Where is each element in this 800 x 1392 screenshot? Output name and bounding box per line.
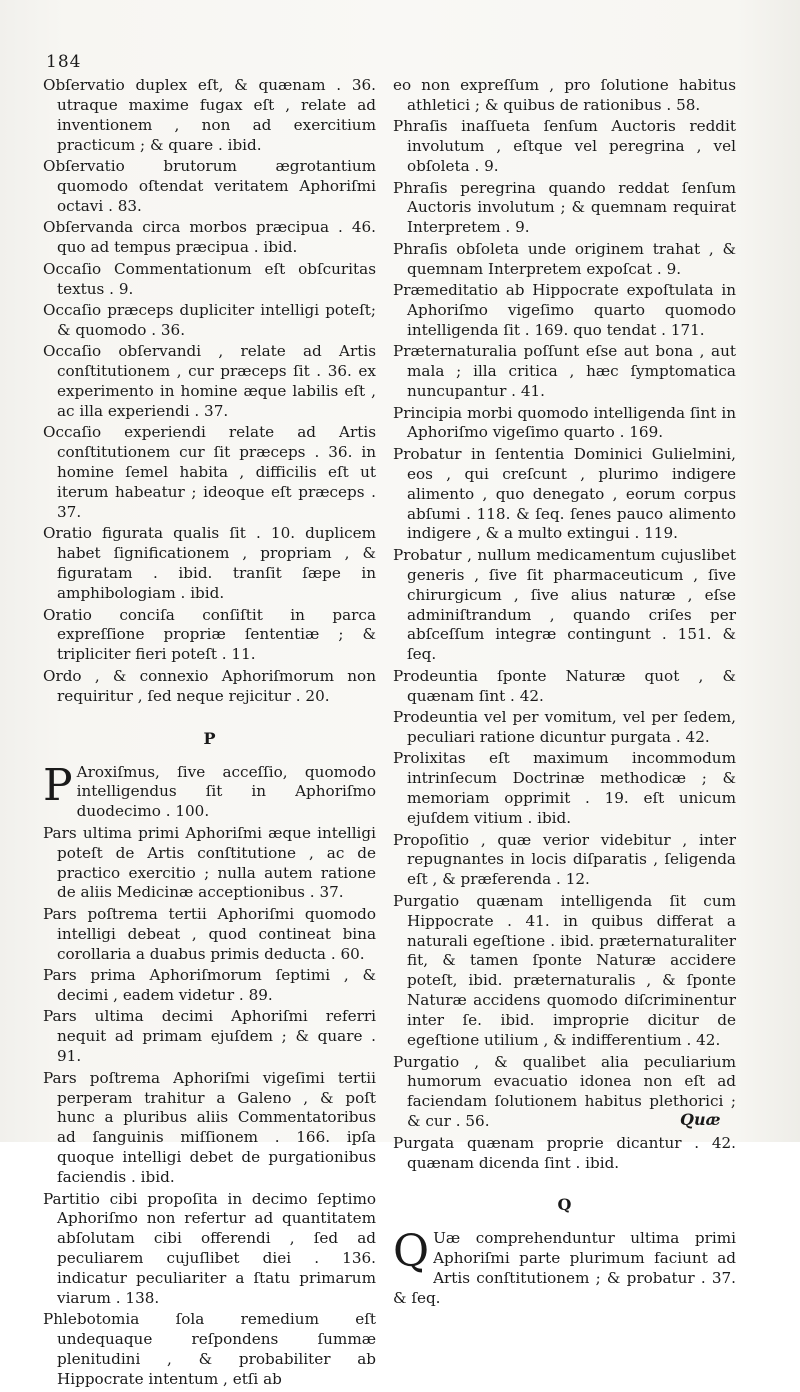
- index-entry: Occaſio præceps dupliciter intelligi poteſt; & quomodo . 36.: [43, 300, 376, 339]
- index-entry: Occaſio experiendi relate ad Artis conſtitutionem cur ſit præceps . 36. in homine ſemel habita , difficilis eſt ut iterum habeatur ; ideoque eſt præceps . 37.: [43, 423, 376, 522]
- entry-text: Uæ comprehenduntur ultima primi Aphoriſmi parte plurimum faciunt ad Artis conſtitutionem ; & probatur . 37. & ſeq.: [393, 1229, 736, 1308]
- index-entry: Prodeuntia ſponte Naturæ quot , & quænam ſint . 42.: [393, 666, 736, 705]
- drop-cap: Q: [393, 1226, 430, 1278]
- index-entry: Occaſio obſervandi , relate ad Artis conſtitutionem , cur præceps ſit . 36. ex experimento in homine æque labilis eſt , ac illa experiendi . 37.: [43, 342, 376, 420]
- page-number: 184: [46, 52, 82, 72]
- left-column: [43, 76, 376, 1392]
- index-entry: Probatur in ſententia Dominici Gulielmini, eos , qui creſcunt , plurimo indigere alimento , quo denegato , eorum corpus abſumi . 118. & ſeq. ſenes pauco alimento indigere , & a multo extingui . 119.: [393, 444, 736, 543]
- index-entry: Phlebotomia ſola remedium eſt undequaque reſpondens ſummæ plenitudini , & probabiliter ab Hippocrate intentum , etſi ab: [43, 1310, 376, 1389]
- index-entry: Oratio conciſa conſiſtit in parca expreſſione propriæ ſententiæ ; & tripliciter fieri poteſt . 11.: [43, 605, 376, 664]
- index-entry: Purgatio quænam intelligenda ſit cum Hippocrate . 41. in quibus differat a naturali egeſtione . ibid. præternaturaliter fit, & tamen ſponte Naturæ accidere poteſt, ibid. præternaturalis , & ſponte Naturæ accidens quomodo diſcriminentur inter ſe. ibid. improprie dicitur de egeſtione utilium , & indifferentium . 42.: [393, 891, 736, 1050]
- index-entry: Partitio cibi propoſita in decimo ſeptimo Aphoriſmo non refertur ad quantitatem abſolutam cibi offerendi , ſed ad peculiarem cujuſlibet diei . 136. indicatur peculiariter a ſtatu primarum viarum . 138.: [43, 1189, 376, 1308]
- index-entry: Pars poſtrema tertii Aphoriſmi quomodo intelligi debeat , quod contineat bina corollaria a duabus primis deducta . 60.: [43, 904, 376, 963]
- index-entry: Principia morbi quomodo intelligenda ſint in Aphoriſmo vigeſimo quarto . 169.: [393, 403, 736, 442]
- index-entry: Ordo , & connexio Aphoriſmorum non requiritur , ſed neque rejicitur . 20.: [43, 666, 376, 705]
- index-entry: Pars prima Aphoriſmorum ſeptimi , & decimi , eadem videtur . 89.: [43, 966, 376, 1004]
- index-entry: Prodeuntia vel per vomitum, vel per ſedem, peculiari ratione dicuntur purgata . 42.: [393, 708, 736, 746]
- entry-text: Aroxiſmus, ſive acceſſio, quomodo intelligendus ſit in Aphoriſmo duodecimo . 100.: [76, 762, 376, 821]
- section-letter-q: Q: [557, 1195, 572, 1215]
- index-entry: Occaſio Commentationum eſt obſcuritas textus . 9.: [43, 259, 376, 298]
- index-entry: Phraſis inaſſueta ſenſum Auctoris reddit involutum , eſtque vel peregrina , vel obſoleta . 9.: [393, 117, 736, 176]
- index-entry: Probatur , nullum medicamentum cujuslibet generis , ſive ſit pharmaceuticum , ſive chirurgicum , ſive alius naturæ , eſse adminiſtrandum , quando criſes per abſceſſum integræ contingunt . 151. & ſeq.: [393, 545, 736, 664]
- index-entry: Præternaturalia poſſunt eſse aut bona , aut mala ; illa critica , hæc ſymptomatica nuncupantur . 41.: [393, 342, 736, 401]
- index-entry: Pars ultima decimi Aphoriſmi referri nequit ad primam ejuſdem ; & quare . 91.: [43, 1007, 376, 1066]
- section-letter-p: P: [203, 728, 216, 748]
- index-entry: Obſervatio brutorum ægrotantium quomodo oſtendat veritatem Aphoriſmi octavi . 83.: [43, 157, 376, 215]
- drop-cap: P: [43, 759, 73, 811]
- index-entry: Purgatio , & qualibet alia peculiarium humorum evacuatio idonea non eſt ad faciendam ſolutionem habitus plethorici ; & cur . 56.: [393, 1052, 736, 1131]
- index-entry: Prolixitas eſt maximum incommodum intrinſecum Doctrinæ methodicæ ; & memoriam opprimit . 19. eſt unicum ejuſdem vitium . ibid.: [393, 749, 736, 828]
- index-entry: Pars poſtrema Aphoriſmi vigeſimi tertii perperam trahitur a Galeno , & poſt hunc a pluribus aliis Commentatoribus ad ſanguinis miſſionem . 166. ipſa quoque intelligi debet de purgationibus faciendis . ibid.: [43, 1068, 376, 1187]
- index-entry: Phraſis obſoleta unde originem trahat , & quemnam Interpretem expoſcat . 9.: [393, 239, 736, 278]
- index-entry: Obſervatio duplex eſt, & quænam . 36. utraque maxime fugax eſt , relate ad inventionem , non ad exercitium practicum ; & quare . ibid.: [43, 76, 376, 154]
- index-entry-first: [43, 759, 376, 823]
- catchword: Quæ: [680, 1110, 721, 1129]
- index-entry-first: [393, 1226, 736, 1309]
- index-entry: Obſervanda circa morbos præcipua . 46. quo ad tempus præcipua . ibid.: [43, 218, 376, 257]
- index-entry-continued: eo non expreſſum , pro ſolutione habitus athletici ; & quibus de rationibus . 58.: [393, 76, 736, 114]
- index-entry: Propoſitio , quæ verior videbitur , inter repugnantes in locis diſparatis , ſeligenda eſt , & præferenda . 12.: [393, 830, 736, 889]
- index-entry: Præmeditatio ab Hippocrate expoſtulata in Aphoriſmo vigeſimo quarto quomodo intelligenda ſit . 169. quo tendat . 171.: [393, 281, 736, 339]
- index-entry: Pars ultima primi Aphoriſmi æque intelligi poteſt de Artis conſtitutione , ac de practico exercitio ; nulla autem ratione de aliis Medicinæ acceptionibus . 37.: [43, 823, 376, 902]
- index-entry: Phraſis peregrina quando reddat ſenſum Auctoris involutum ; & quemnam requirat Interpretem . 9.: [393, 178, 736, 237]
- index-entry: Oratio figurata qualis ſit . 10. duplicem habet ſignificationem , propriam , & figuratam . ibid. tranſit ſæpe in amphibologiam . ibid.: [43, 524, 376, 603]
- index-entry: Purgata quænam proprie dicantur . 42. quænam dicenda ſint . ibid.: [393, 1133, 736, 1172]
